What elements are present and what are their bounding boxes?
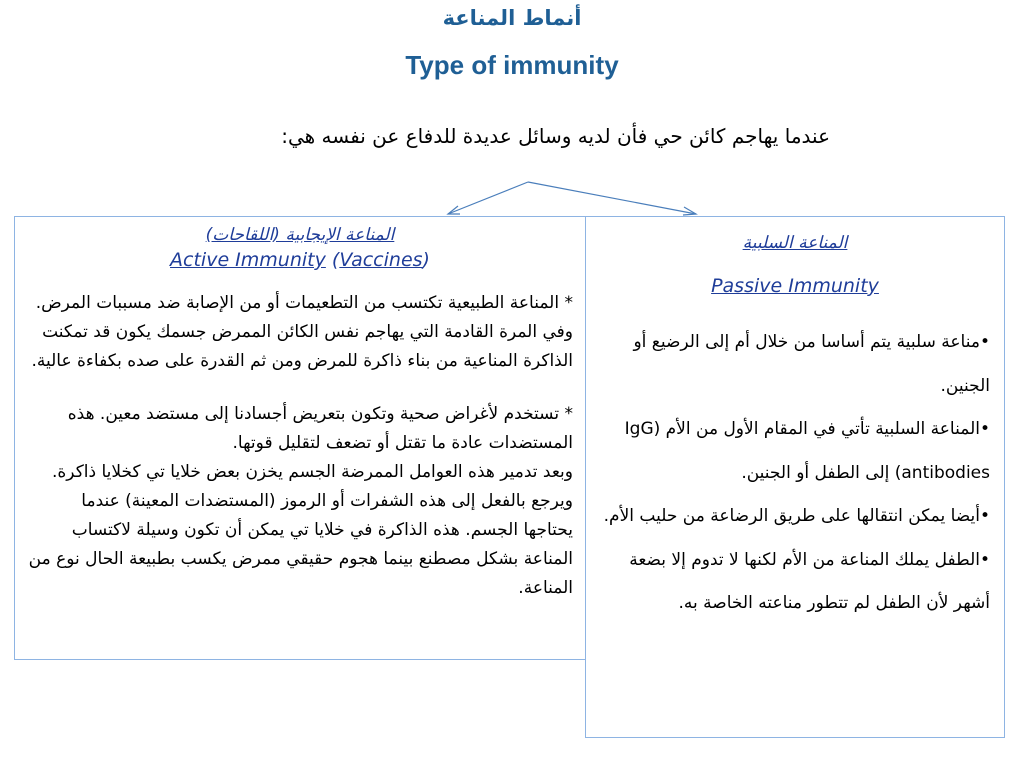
- passive-header-english: Passive Immunity: [711, 275, 879, 297]
- passive-header-arabic: المناعة السلبية: [742, 233, 848, 253]
- active-paragraph: * المناعة الطبيعية تكتسب من التطعيمات أو من الإصابة ضد مسببات المرض. وفي المرة القادمة التي يهاجم نفس الكائن الممرض جسمك يكون قد تمكنت الذاكرة المناعية من بناء ذاكرة للمرض ومن ثم القدرة على صده بكفاءة عالية.: [31, 293, 573, 371]
- active-header: [15, 225, 585, 271]
- arrow-left-line: [448, 182, 528, 214]
- active-paragraph: وبعد تدمير هذه العوامل الممرضة الجسم يخزن بعض خلايا تي كخلايا ذاكرة. ويرجع بالفعل إلى هذه الشفرات أو الرموز (المستضدات المعينة) عندما يحتاجها الجسم. هذه الذاكرة في خلايا تي يمكن أن تكون وسيلة لاكتساب المناعة بشكل مصطنع بينما هجوم حقيقي ممرض يكسب بطبيعة الحال نوع من المناعة.: [28, 462, 573, 598]
- active-immunity-link: Active Immunity: [170, 249, 326, 271]
- active-immunity-box: [14, 216, 586, 660]
- page-title-english: Type of immunity: [405, 50, 619, 80]
- passive-item: •أيضا يمكن انتقالها على طريق الرضاعة من حليب الأم.: [603, 506, 990, 526]
- passive-item: •الطفل يملك المناعة من الأم لكنها لا تدوم إلا بضعة أشهر لأن الطفل لم تتطور مناعته الخاصة به.: [629, 549, 990, 613]
- passive-immunity-box: [585, 216, 1005, 738]
- active-header-arabic: المناعة الإيجابية (اللقاحات): [205, 225, 395, 245]
- intro-text: عندما يهاجم كائن حي فأن لديه وسائل عديدة للدفاع عن نفسه هي:: [281, 124, 830, 148]
- passive-content: [598, 321, 990, 626]
- active-header-english: Active Immunity (Vaccines): [170, 249, 430, 271]
- arrow-right-line: [528, 182, 696, 214]
- active-content: [27, 289, 573, 603]
- passive-item: •المناعة السلبية تأتي في المقام الأول من الأم (IgG antibodies) إلى الطفل أو الجنين.: [624, 419, 990, 483]
- passive-header: [586, 233, 1004, 297]
- arrow-right-head: [683, 207, 696, 215]
- passive-item: •مناعة سلبية يتم أساسا من خلال أم إلى الرضيع أو الجنين.: [633, 332, 990, 396]
- page-title-arabic: أنماط المناعة: [442, 6, 582, 30]
- vaccines-link: Vaccines: [339, 249, 423, 271]
- active-paragraph: * تستخدم لأغراض صحية وتكون بتعريض أجسادنا إلى مستضد معين. هذه المستضدات عادة ما تقتل أو تضعف لتقليل قوتها.: [67, 404, 573, 453]
